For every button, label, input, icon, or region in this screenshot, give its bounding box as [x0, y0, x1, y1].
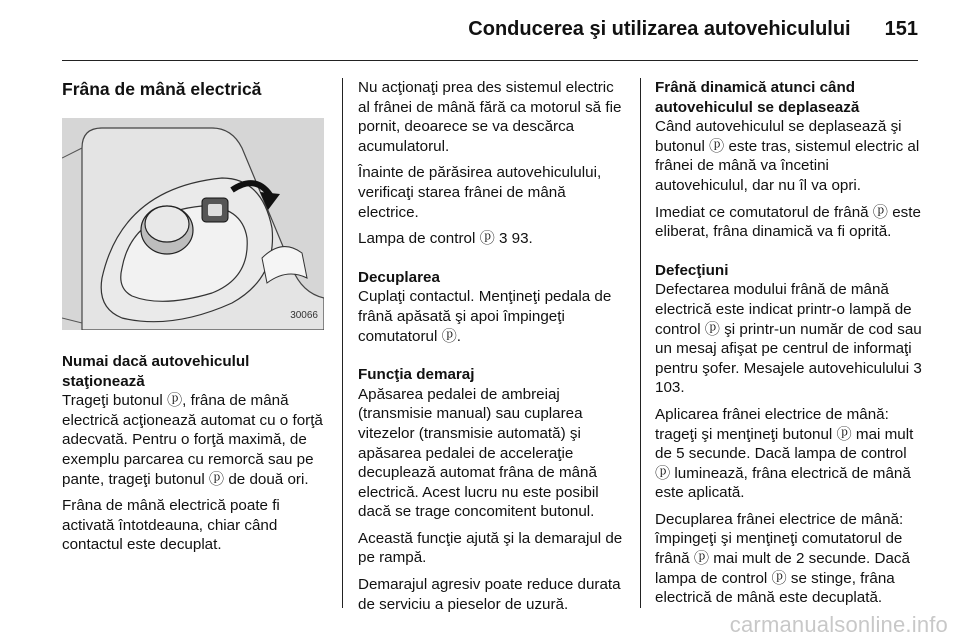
section-title: Frâna de mână electrică [62, 79, 262, 99]
middle-column [358, 78, 624, 621]
paragraph: Imediat ce comutatorul de frână ⓟ este eliberat, frâna dinamică va fi oprită. [655, 203, 921, 241]
paragraph: Demarajul agresiv poate reduce durata de serviciu a pieselor de uzură. [358, 576, 621, 613]
paragraph: Aplicarea frânei electrice de mână: trageţi şi menţineţi butonul ⓟ mai mult de 5 secunde. Dacă lampa de control ⓟ luminează, frâna electrică de mână este aplicată. [655, 405, 914, 502]
paragraph: Frâna de mână electrică poate fi activată întotdeauna, chiar când contactul este decuplat. [62, 497, 280, 554]
subheading-faults: Defecţiuni [655, 261, 729, 279]
subheading-dynamic-brake-l2: autovehiculul se deplasează [655, 98, 860, 116]
subheading-drive-away: Funcţia demaraj [358, 366, 475, 384]
paragraph: Această funcţie ajută şi la demarajul de pe rampă. [358, 529, 623, 567]
header-rule [62, 60, 918, 61]
page-number: 151 [884, 18, 918, 40]
subheading-dynamic-brake-l1: Frână dinamică atunci când [655, 79, 856, 96]
paragraph: Defectarea modului frână de mână electrică este indicat printr-o lampă de control ⓟ şi printr-un număr de cod sau un mesaj afişat pe centrul de informaţi pentru şofer. Mesajele autovehiculului 3 103. [655, 281, 922, 397]
paragraph: Cuplaţi contactul. Menţineţi pedala de frână apăsată şi apoi împingeţi comutatorul ⓟ. [358, 288, 612, 345]
paragraph: Lampa de control ⓟ 3 93. [358, 230, 533, 248]
paragraph: Când autovehiculul se deplasează şi butonul ⓟ este tras, sistemul electric al frânei de mână va încetini autovehiculul, dar nu îl va opri. [655, 118, 920, 194]
paragraph: Nu acţionaţi prea des sistemul electric al frânei de mână fără ca motorul să fie pornit, deoarece se va descărca acumulatorul. [358, 79, 622, 155]
figure-number: 30066 [290, 310, 318, 322]
right-column [655, 78, 923, 615]
column-divider-right [640, 78, 641, 608]
column-divider-left [342, 78, 343, 608]
watermark: carmanualsonline.info [729, 612, 948, 637]
paragraph: Înainte de părăsirea autovehiculului, verificaţi starea frânei de mână electrice. [358, 164, 602, 221]
subheading-only-if-stationary-l2: staţionează [62, 372, 145, 390]
subheading-release: Decuplarea [358, 268, 440, 286]
header-title: Conducerea şi utilizarea autovehiculului [468, 18, 851, 40]
paragraph: Apăsarea pedalei de ambreiaj (transmisie manual) sau cuplarea vitezelor (transmisie automată) şi apăsarea pedalei de acceleraţie decuplează automat frâna de mână electrică. Acest lucru nu este posibil dacă se trage concomitent butonul. [358, 385, 599, 521]
page-header [468, 18, 918, 41]
paragraph: Trageţi butonul ⓟ, frâna de mână electrică acţionează automat cu o forţă adecvată. Pentru o forţă maximă, de exemplu parcarea cu remorcă sau pe pante, trageţi butonul ⓟ de două ori. [62, 392, 323, 488]
paragraph: Decuplarea frânei electrice de mână: împingeţi şi menţineţi comutatorul de frână ⓟ mai mult de 2 secunde. Dacă lampa de control ⓟ se stinge, frâna electrică de mână este decuplată. [655, 510, 910, 607]
parking-brake-illustration [62, 118, 324, 330]
left-column [62, 78, 324, 562]
subheading-only-if-stationary-l1: Numai dacă autovehiculul [62, 353, 250, 370]
